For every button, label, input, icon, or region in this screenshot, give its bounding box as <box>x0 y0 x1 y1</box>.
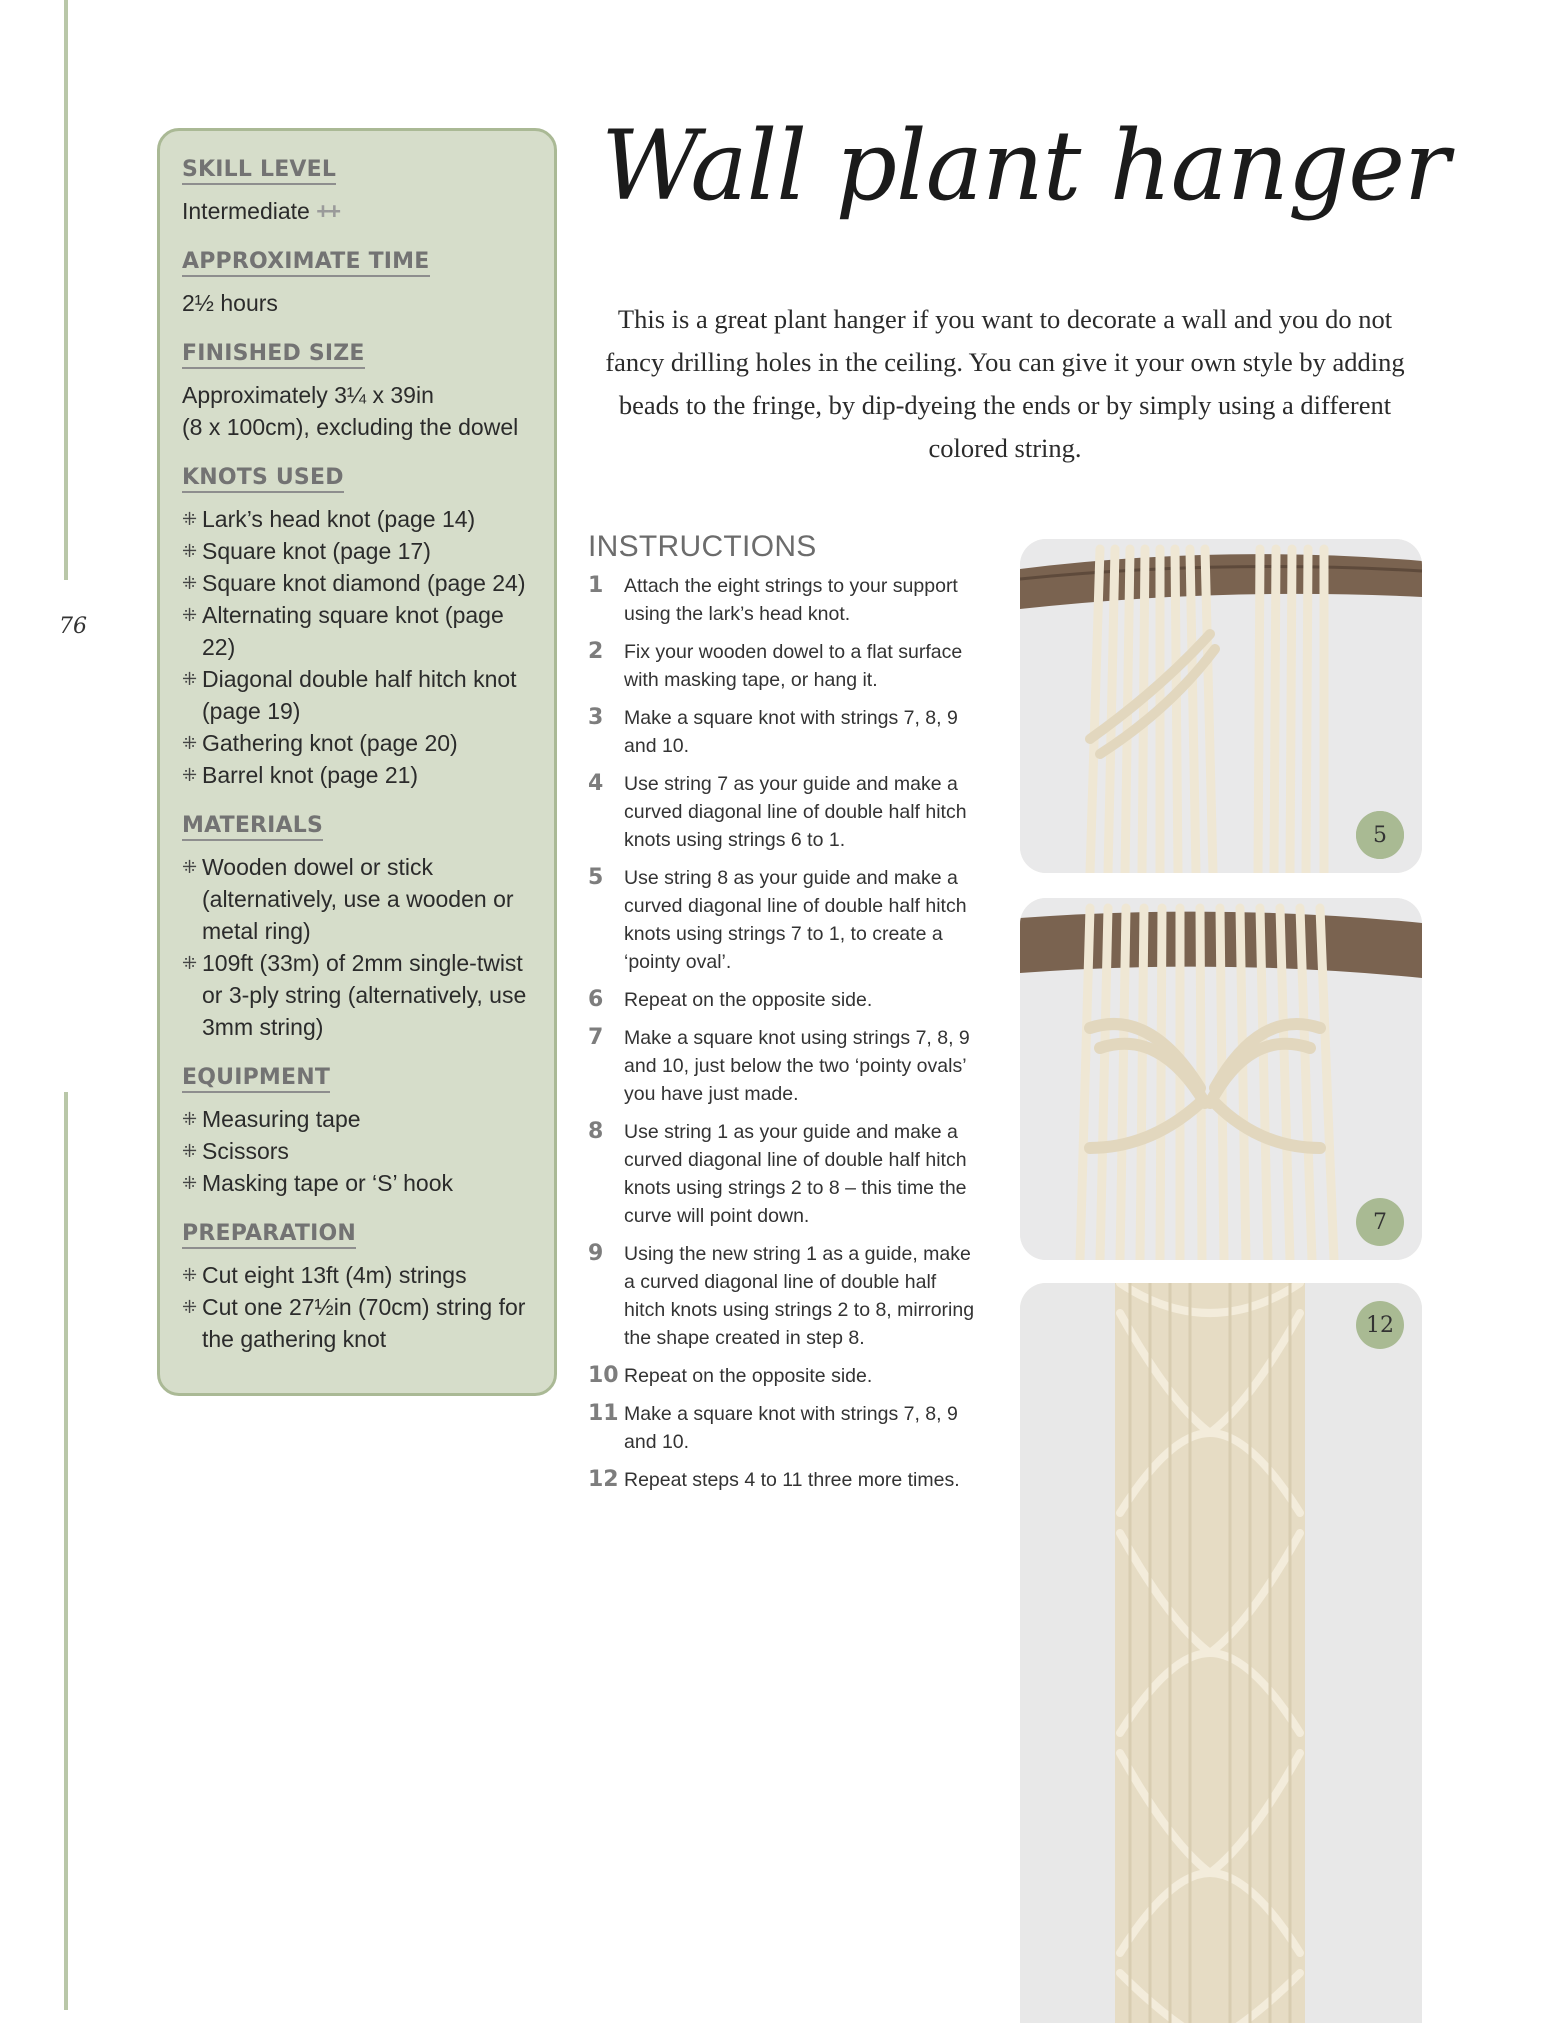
list-item-text: Square knot (page 17) <box>202 538 431 564</box>
time-heading: APPROXIMATE TIME <box>182 249 430 277</box>
step-text: Repeat on the opposite side. <box>624 1365 873 1387</box>
step-number: 7 <box>588 1025 604 1050</box>
list-item <box>182 1167 532 1199</box>
skill-level-heading: SKILL LEVEL <box>182 157 336 185</box>
margin-rule-top <box>64 0 68 580</box>
instruction-step <box>588 1362 978 1390</box>
step-number: 11 <box>588 1401 619 1426</box>
list-item <box>182 567 532 599</box>
instruction-step <box>588 1400 978 1456</box>
list-item-text: Diagonal double half hitch knot (page 19) <box>202 666 517 724</box>
equipment-heading: EQUIPMENT <box>182 1065 330 1093</box>
step-number: 8 <box>588 1119 604 1144</box>
instruction-step <box>588 638 978 694</box>
equipment-section <box>182 1065 532 1199</box>
step-number: 2 <box>588 639 604 664</box>
skill-level-text: Intermediate <box>182 198 310 224</box>
skill-level-section <box>182 157 532 227</box>
page-title: Wall plant hanger <box>601 110 1449 222</box>
list-item <box>182 947 532 1043</box>
step-number: 3 <box>588 705 604 730</box>
knots-list <box>182 503 532 791</box>
list-item-text: Barrel knot (page 21) <box>202 762 419 788</box>
list-item <box>182 663 532 727</box>
step-number: 9 <box>588 1241 604 1266</box>
instruction-step <box>588 1118 978 1230</box>
list-item-text: Measuring tape <box>202 1106 361 1132</box>
list-item-text: Cut one 27½in (70cm) string for the gathering knot <box>202 1294 526 1352</box>
intro-paragraph: This is a great plant hanger if you want to decorate a wall and you do not fancy drilling holes in the ceiling. You can give it your own style by adding beads to the fringe, by dip-dyeing the ends or by simply using a different colored string. <box>605 304 1405 463</box>
list-item <box>182 1259 532 1291</box>
bullet-icon: ⁜ <box>182 669 198 689</box>
list-item-text: 109ft (33m) of 2mm single-twist or 3-ply string (alternatively, use 3mm string) <box>202 950 527 1040</box>
bullet-icon: ⁜ <box>182 1109 198 1129</box>
step-text: Using the new string 1 as a guide, make a curved diagonal line of double half hitch knots using strings 2 to 8, mirroring the shape created in step 8. <box>624 1243 975 1349</box>
step-number: 5 <box>588 865 604 890</box>
step-text: Make a square knot with strings 7, 8, 9 and 10. <box>624 707 958 757</box>
step-number: 12 <box>588 1467 619 1492</box>
bullet-icon: ⁜ <box>182 509 198 529</box>
materials-heading: MATERIALS <box>182 813 323 841</box>
bullet-icon: ⁜ <box>182 857 198 877</box>
time-value: 2½ hours <box>182 290 278 316</box>
step-photo-5 <box>1020 539 1422 873</box>
bullet-icon: ⁜ <box>182 541 198 561</box>
step-text: Use string 1 as your guide and make a curved diagonal line of double half hitch knots using strings 2 to 8 – this time the curve will point down. <box>624 1121 967 1227</box>
step-number: 10 <box>588 1363 619 1388</box>
step-text: Fix your wooden dowel to a flat surface with masking tape, or hang it. <box>624 641 963 691</box>
time-section <box>182 249 532 319</box>
list-item-text: Wooden dowel or stick (alternatively, use a wooden or metal ring) <box>202 854 514 944</box>
list-item-text: Alternating square knot (page 22) <box>202 602 504 660</box>
page-number: 76 <box>59 614 87 639</box>
bullet-icon: ⁜ <box>182 1173 198 1193</box>
step-text: Use string 8 as your guide and make a curved diagonal line of double half hitch knots using strings 7 to 1, to create a ‘pointy oval’. <box>624 867 967 973</box>
bullet-icon: ⁜ <box>182 765 198 785</box>
list-item <box>182 727 532 759</box>
materials-list <box>182 851 532 1043</box>
instruction-steps <box>588 572 978 1494</box>
list-item <box>182 503 532 535</box>
margin-rule-bottom <box>64 1092 68 2010</box>
project-info-sidebar <box>157 128 557 1396</box>
step-badge-5: 5 <box>1356 811 1404 859</box>
size-line-2: (8 x 100cm), excluding the dowel <box>182 414 519 440</box>
instruction-step <box>588 704 978 760</box>
step-badge-7: 7 <box>1356 1198 1404 1246</box>
list-item <box>182 599 532 663</box>
bullet-icon: ⁜ <box>182 1265 198 1285</box>
step-text: Make a square knot using strings 7, 8, 9 and 10, just below the two ‘pointy ovals’ you have just made. <box>624 1027 970 1105</box>
list-item-text: Lark’s head knot (page 14) <box>202 506 476 532</box>
preparation-list <box>182 1259 532 1355</box>
bullet-icon: ⁜ <box>182 733 198 753</box>
instruction-step <box>588 572 978 628</box>
bullet-icon: ⁜ <box>182 953 198 973</box>
list-item <box>182 1103 532 1135</box>
step-badge-12: 12 <box>1356 1301 1404 1349</box>
bullet-icon: ⁜ <box>182 1297 198 1317</box>
step-text: Repeat steps 4 to 11 three more times. <box>624 1469 960 1491</box>
instruction-step <box>588 1466 978 1494</box>
step-text: Repeat on the opposite side. <box>624 989 873 1011</box>
step-number: 4 <box>588 771 604 796</box>
instructions-heading: INSTRUCTIONS <box>588 530 817 563</box>
instructions-section <box>588 530 978 1504</box>
list-item <box>182 535 532 567</box>
list-item-text: Masking tape or ‘S’ hook <box>202 1170 454 1196</box>
instruction-step <box>588 864 978 976</box>
instruction-step <box>588 986 978 1014</box>
list-item <box>182 759 532 791</box>
skill-level-value <box>182 195 532 227</box>
list-item <box>182 1135 532 1167</box>
instruction-step <box>588 770 978 854</box>
list-item-text: Square knot diamond (page 24) <box>202 570 526 596</box>
knots-heading: KNOTS USED <box>182 465 344 493</box>
materials-section <box>182 813 532 1043</box>
list-item <box>182 851 532 947</box>
preparation-heading: PREPARATION <box>182 1221 356 1249</box>
list-item-text: Gathering knot (page 20) <box>202 730 458 756</box>
size-section <box>182 341 532 443</box>
size-line-1: Approximately 3¼ x 39in <box>182 382 434 408</box>
size-heading: FINISHED SIZE <box>182 341 365 369</box>
macrame-finished-pattern-image <box>1020 1283 1422 2023</box>
preparation-section <box>182 1221 532 1355</box>
instruction-step <box>588 1024 978 1108</box>
list-item-text: Scissors <box>202 1138 289 1164</box>
bullet-icon: ⁜ <box>182 1141 198 1161</box>
step-number: 1 <box>588 573 604 598</box>
equipment-list <box>182 1103 532 1199</box>
knots-section <box>182 465 532 791</box>
skill-level-marker: ++ <box>316 198 340 224</box>
list-item <box>182 1291 532 1355</box>
step-photo-7 <box>1020 898 1422 1260</box>
bullet-icon: ⁜ <box>182 573 198 593</box>
step-text: Make a square knot with strings 7, 8, 9 and 10. <box>624 1403 958 1453</box>
instruction-step <box>588 1240 978 1352</box>
bullet-icon: ⁜ <box>182 605 198 625</box>
step-text: Attach the eight strings to your support using the lark’s head knot. <box>624 575 958 625</box>
list-item-text: Cut eight 13ft (4m) strings <box>202 1262 467 1288</box>
step-text: Use string 7 as your guide and make a curved diagonal line of double half hitch knots using strings 6 to 1. <box>624 773 967 851</box>
step-photo-12 <box>1020 1283 1422 2023</box>
step-number: 6 <box>588 987 604 1012</box>
